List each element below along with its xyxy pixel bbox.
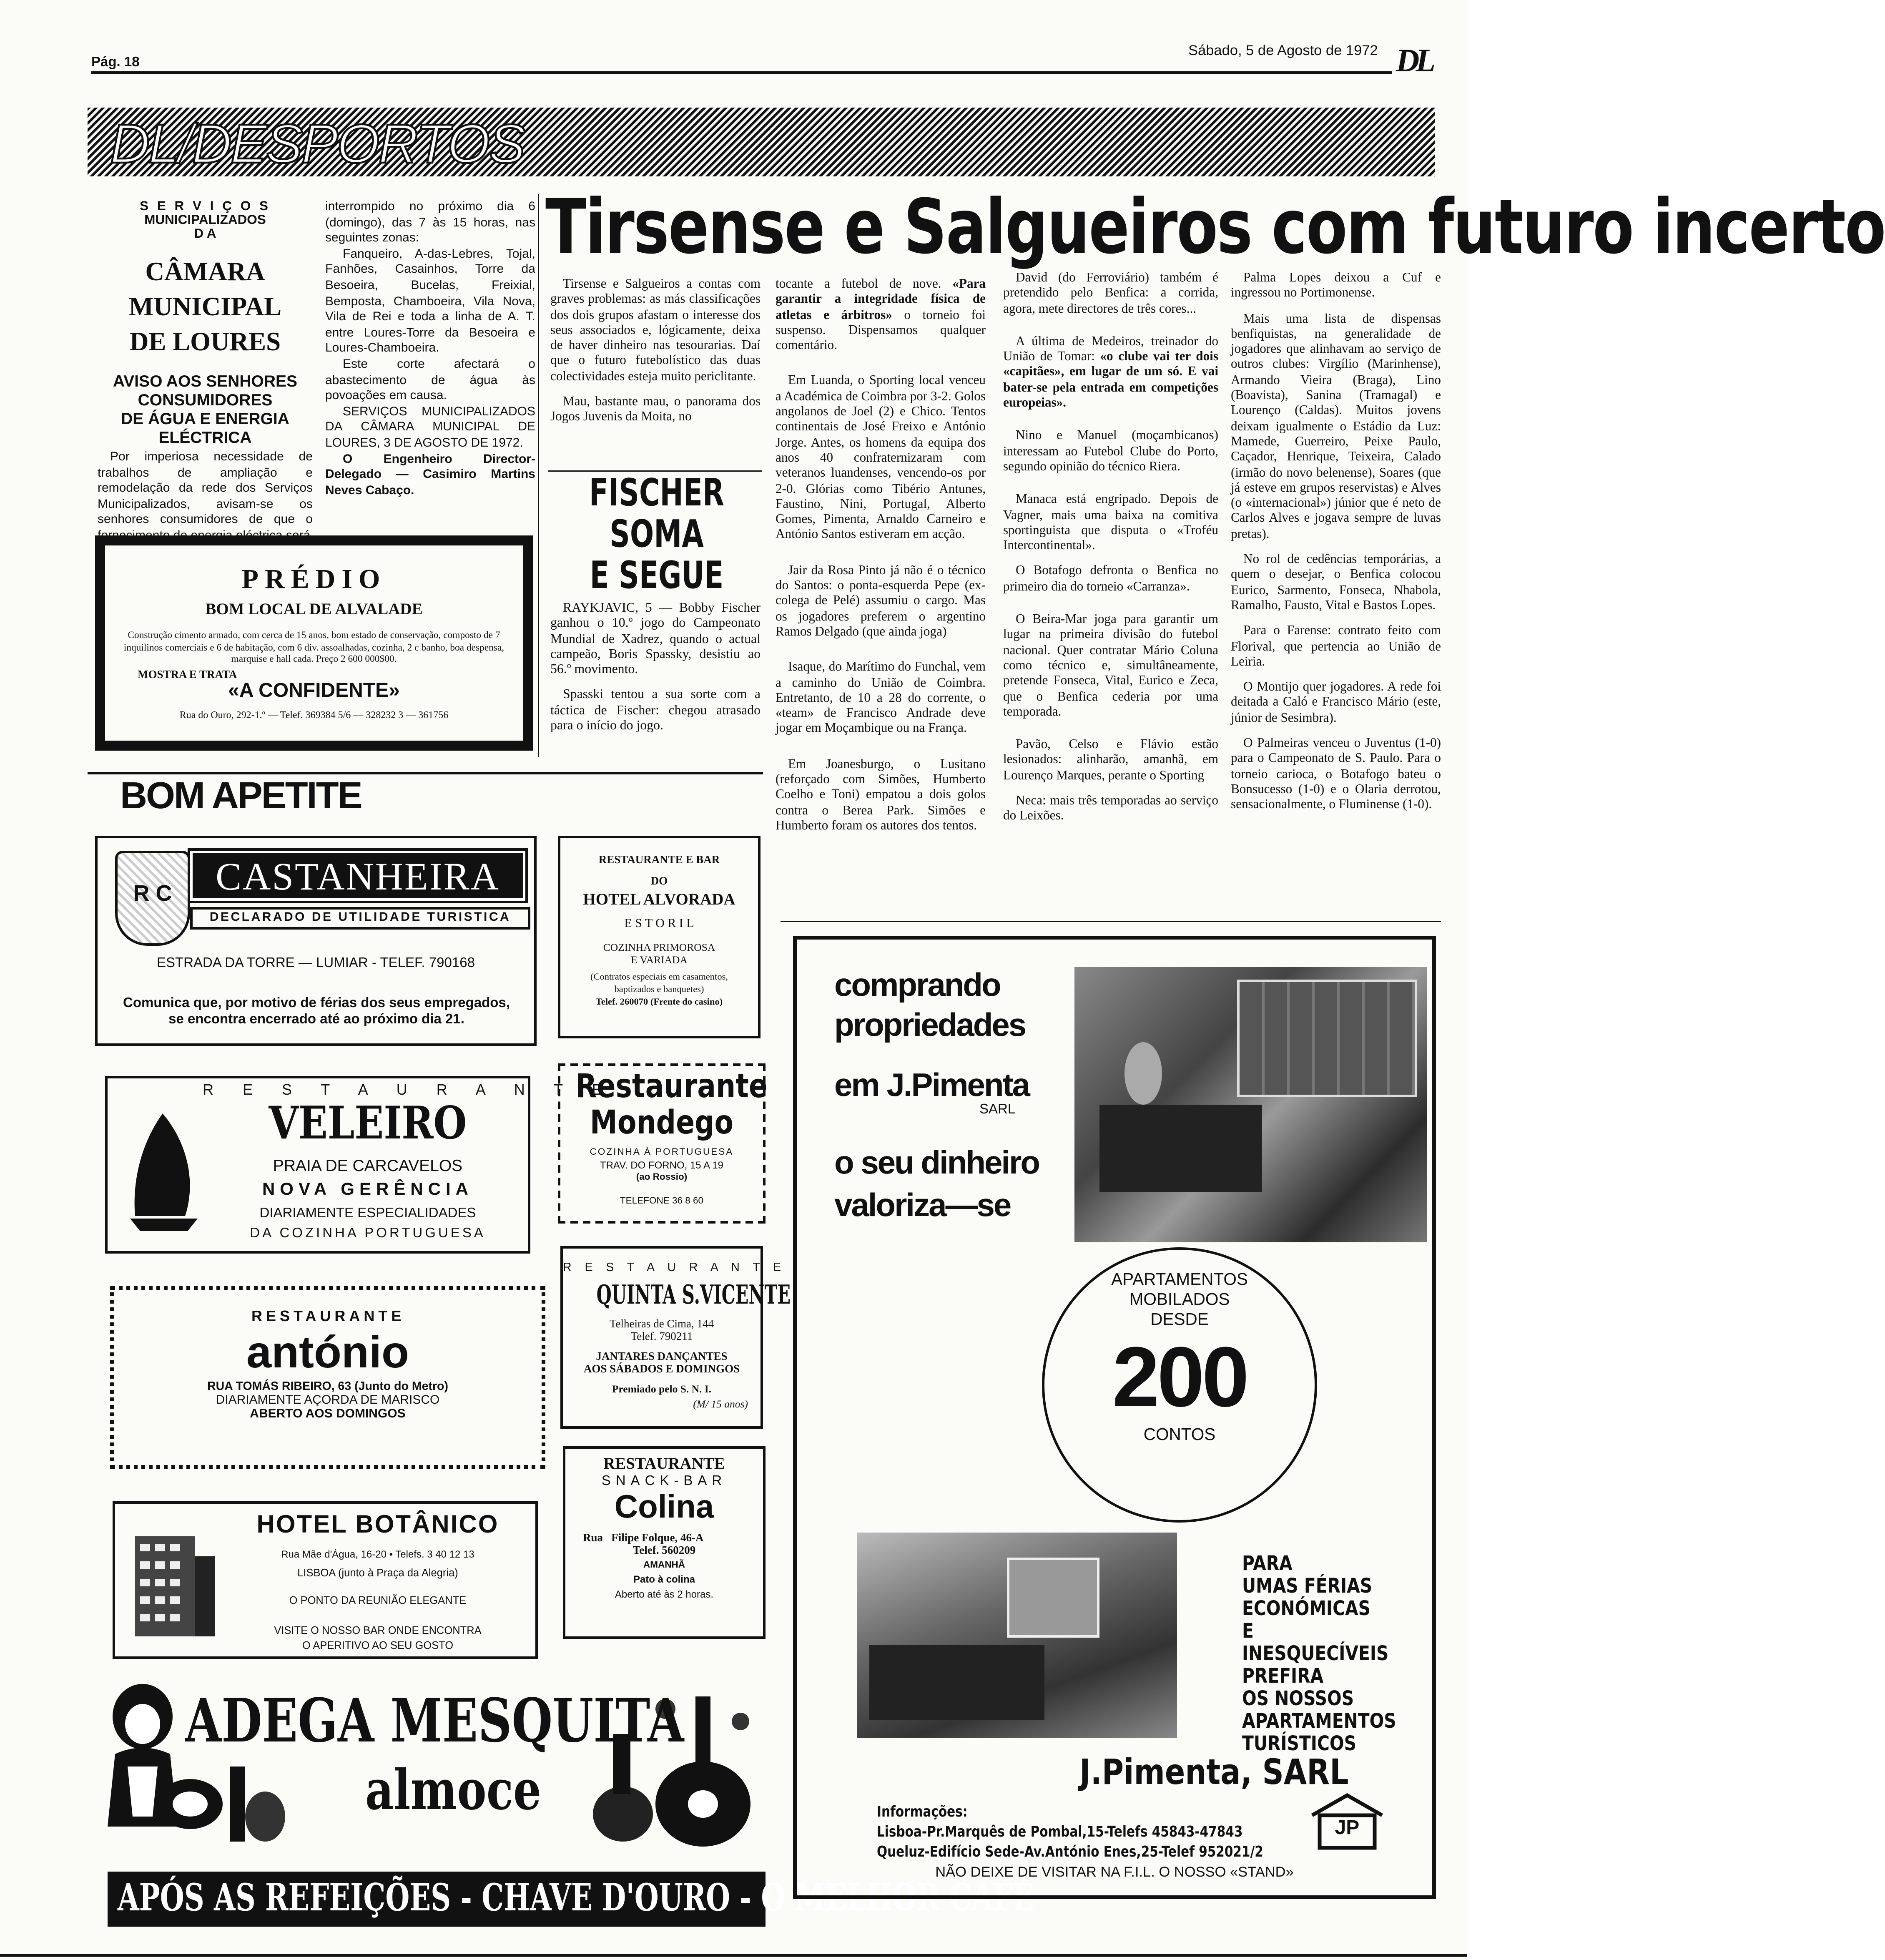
notice-body-col2	[325, 200, 535, 500]
pimenta-slogan-5: valoriza—se	[834, 1186, 1011, 1224]
castanheira-crest	[115, 851, 190, 946]
colina-name: Colina	[614, 1488, 714, 1525]
issue-date: Sábado, 5 de Agosto de 1972	[1188, 44, 1378, 59]
notice-body-4: Este corte afectará o abastecimento de água às povoações em causa.	[325, 357, 535, 403]
antonio-label: RESTAURANTE	[251, 1307, 405, 1325]
article-column-3	[1003, 271, 1218, 835]
offer-line: PARA	[1242, 1551, 1293, 1575]
offer-line: ECONÓMICAS	[1242, 1596, 1371, 1620]
pimenta-fil-note: NÃO DEIXE DE VISITAR NA F.I.L. O NOSSO «STAND»	[935, 1865, 1294, 1880]
article-paragraph: Em Luanda, o Sporting local venceu a Académica de Coimbra por 3-2. Golos angolanos de Joel (2) e Chico. Tentos continentais de José Freixo e António Jorge. Antes, os homens da equipa dos anos 40 confraternizaram com veteranos luandenses, vencendo-os por 2-0. Glórias como Tibério Antunes, Faustino, Nini, Portugal, Alberto Gomes, Pimenta, Arnaldo Carneiro e António Santos estiveram em acção.	[776, 374, 986, 543]
chess-headline-1: FISCHER	[589, 472, 724, 515]
alvorada-line: (Contratos especiais em casamentos, baptizados e banquetes)	[590, 971, 728, 995]
quinta-line: (M/ 15 anos)	[693, 1397, 748, 1410]
article-paragraph: Mais uma lista de dispensas benfiquistas, na generalidade de jogadores que alinhavam ao serviço de outros clubes: Virgílio (Marinhense), Armando Vieira (Braga), Lino (Boavista), Sanina (Tramagal) e Lourenço (Caldas). Muitos jovens deixam igualmente o Estádio da Luz: Mamede, Guerreiro, Peixe Paulo, Caçador, Henrique, Teixeira, Calado (irmão do novo belenense), Soares (que já esteve em grupos reservistas) e Alves (o «internacional») júnior que é neto de Carlos Alves e jogava sempre de luvas pretas).	[1231, 312, 1441, 542]
article-paragraph: Para o Farense: contrato feito com Florival, que pertencia ao União de Leiria.	[1231, 624, 1441, 669]
chess-item	[550, 473, 763, 735]
notice-body-3: Fanqueiro, A-das-Lebres, Tojal, Fanhões, Casainhos, Torre da Besoeira, Bucelas, Freixial, Bemposta, Chamboeira, Vila Nova, Vila de Rei e toda a linha de A. T. entre Loures-Torre da Besoeira e Loures-Chamboeira.	[325, 247, 535, 356]
quinta-line: Telheiras de Cima, 144	[609, 1317, 714, 1330]
pimenta-offer	[1242, 1553, 1430, 1755]
colina-line: AMANHÃ	[643, 1559, 685, 1570]
food-rule	[88, 772, 763, 774]
article-column-4	[1231, 271, 1441, 824]
mondego-name-1: Restaurante	[575, 1068, 768, 1106]
alvorada-line: E VARIADA	[631, 953, 688, 966]
colina-address	[565, 1531, 763, 1544]
veleiro-management: NOVA GERÊNCIA	[262, 1179, 474, 1199]
notice-line-2: MUNICIPALIZADOS	[144, 213, 266, 228]
main-headline: Tirsense e Salgueiros com futuro incerto	[545, 184, 1885, 271]
veleiro-ad	[105, 1076, 615, 1254]
colina-ad	[563, 1446, 766, 1639]
article-paragraph: Jair da Rosa Pinto já não é o técnico do Santos: o ponta-esquerda Pepe (ex-colega de Pelé) assumiu o cargo. Mas os jogadores preferem o argentino Ramos Delgado (que ainda joga)	[776, 564, 986, 639]
pimenta-address-1: Lisboa-Pr.Marquês de Pombal,15-Telefs 45843-47843	[877, 1823, 1243, 1840]
antonio-ad	[110, 1286, 545, 1469]
price-unit: CONTOS	[1143, 1425, 1216, 1444]
notice-aviso-2: CONSUMIDORES	[138, 390, 273, 409]
article-column-2	[776, 278, 986, 845]
adega-banner	[108, 1872, 1034, 1927]
pimenta-slogan-2: propriedades	[834, 1006, 1026, 1043]
price-label-3: DESDE	[1150, 1310, 1209, 1329]
furniture-shape	[869, 1645, 1044, 1720]
chess-paragraph: Spasski tentou a sua sorte com a táctica de Fischer: chegou atrasado para o início do jogo.	[550, 689, 761, 734]
article-paragraph: David (do Ferroviário) também é pretendido pelo Benfica: a corrida, agora, mete directores de três cores...	[1003, 271, 1218, 316]
notice-aviso-1: AVISO AOS SENHORES	[113, 372, 298, 390]
plant-shape	[1124, 1042, 1162, 1105]
price-value: 200	[1112, 1330, 1247, 1425]
offer-line: OS NOSSOS	[1242, 1686, 1354, 1710]
mondego-phone: TELEFONE 36 8 60	[620, 1195, 704, 1206]
notice-aviso-4: ELÉCTRICA	[158, 428, 252, 447]
pimenta-slogan-1: comprando	[834, 966, 1000, 1003]
offer-line: INESQUECÍVEIS	[1242, 1641, 1389, 1665]
botanico-city: LISBOA (junto à Praça da Alegria)	[297, 1566, 458, 1579]
veleiro-name: VELEIRO	[269, 1097, 467, 1150]
notice-aviso-3: DE ÁGUA E ENERGIA	[121, 409, 289, 428]
framed-picture-shape	[1007, 1558, 1099, 1638]
article-paragraph: Pavão, Celso e Flávio estão lesionados: alinharão, amanhã, em Lourenço Marques, perante o Sporting	[1003, 738, 1218, 783]
hotel-building-icon	[128, 1521, 220, 1641]
adega-subtitle: almoce	[365, 1759, 542, 1823]
article-paragraph: Nino e Manuel (moçambicanos) interessam ao Futebol Clube do Porto, segundo opinião do técnico Riera.	[1003, 430, 1218, 474]
sofa-shape	[1099, 1105, 1262, 1192]
notice-title-1: CÂMARA MUNICIPAL	[128, 256, 282, 322]
botanico-name: HOTEL BOTÂNICO	[256, 1511, 499, 1539]
castanheira-name: CASTANHEIRA	[190, 851, 525, 901]
article-text: tocante a futebol de nove.	[776, 278, 953, 291]
alvorada-city: E S T O R I L	[624, 917, 694, 931]
quinta-line: JANTARES DANÇANTES	[596, 1350, 728, 1362]
page-number: Pág. 18	[91, 55, 140, 70]
section-title: DL/DESPORTOS	[110, 114, 525, 175]
pimenta-ad	[793, 936, 1436, 1899]
castanheira-crest-letters: R C	[133, 881, 172, 906]
pimenta-logo	[1310, 1793, 1385, 1850]
notice-body-5: SERVIÇOS MUNICIPALIZADOS DA CÂMARA MUNICIPAL DE LOURES, 3 DE AGOSTO DE 1972.	[325, 405, 535, 450]
pimenta-slogan-3b: SARL	[979, 1102, 1016, 1117]
pimenta-logo-text: JP	[1335, 1818, 1360, 1839]
castanheira-address: ESTRADA DA TORRE — LUMIAR - TELEF. 790168	[156, 956, 475, 971]
pimenta-info-label: Informações:	[877, 1803, 968, 1820]
offer-line: TURÍSTICOS	[1242, 1731, 1356, 1755]
botanico-address: Rua Mãe d'Água, 16-20 • Telefs. 3 40 12 13	[281, 1549, 474, 1560]
colina-label: RESTAURANTE	[603, 1454, 725, 1473]
price-label-1: APARTAMENTOS	[1111, 1270, 1248, 1289]
article-paragraph: Tirsense e Salgueiros a contas com graves problemas: as más classificações dos dois grupos afastam o interesse dos seus associados e, lógicamente, deixa de haver dinheiro nas tesourarias. Daí que o futuro futebolístico das duas colectividades esteja muito periclitante.	[550, 278, 761, 384]
article-column-1	[550, 278, 761, 436]
quinta-ad	[560, 1246, 791, 1429]
article-text: o torneio foi suspenso. Dispensamos qualquer comentário.	[776, 308, 986, 353]
predio-body: Construção cimento armado, com cerca de 15 anos, bom estado de conservação, composto de 7 inquilinos comerciais e 6 de habitação, com 6 div. assoalhadas, cozinha, 2 c banho, boa despensa, marquise e hall cada. Preço 2 600 000$00.	[123, 629, 505, 664]
predio-ad	[95, 535, 533, 751]
notice-line-3: D A	[194, 226, 216, 241]
article-paragraph: Mau, bastante mau, o panorama dos Jogos Juvenis da Moita, no	[550, 395, 761, 425]
page-bottom-edge	[0, 1954, 1467, 1957]
apartment-photo-2	[857, 1533, 1177, 1738]
chess-headline-3: E SEGUE	[590, 554, 724, 598]
predio-mostra: MOSTRA E TRATA	[138, 667, 237, 680]
article-paragraph: Manaca está engripado. Depois de Vagner, mais uma baixa na comitiva sportinguista que disputa o «Troféu Intercontinental».	[1003, 493, 1218, 553]
mondego-line: COZINHA À PORTUGUESA	[590, 1146, 734, 1157]
chess-headline-2: SOMA	[610, 513, 704, 557]
bookshelf-shape	[1237, 980, 1417, 1097]
antonio-address: RUA TOMÁS RIBEIRO, 63 (Junto do Metro)	[207, 1380, 448, 1394]
colina-address-value: Filipe Folque, 46-A	[611, 1531, 704, 1544]
food-section-header: BOM APETITE	[120, 776, 361, 817]
article-paragraph	[1003, 335, 1218, 412]
article-paragraph	[776, 278, 986, 354]
article-paragraph: O Botafogo defronta o Benfica no primeiro dia do torneio «Carranza».	[1003, 565, 1218, 594]
predio-title: PRÉDIO	[241, 563, 387, 594]
botanico-line: VISITE O NOSSO BAR ONDE ENCONTRA	[274, 1624, 482, 1636]
offer-line: APARTAMENTOS	[1242, 1709, 1396, 1733]
article-end-rule	[781, 921, 1441, 922]
price-label-2: MOBILADOS	[1129, 1290, 1230, 1309]
article-text: A última de Medeiros, treinador do União de Tomar:	[1003, 335, 1218, 364]
masthead-rule	[91, 71, 1392, 74]
offer-line: PREFIRA	[1242, 1664, 1324, 1688]
botanico-line: O APERITIVO AO SEU GOSTO	[302, 1639, 454, 1651]
offer-line: E	[1242, 1619, 1254, 1643]
pimenta-company: J.Pimenta, SARL	[1079, 1751, 1349, 1793]
mondego-name-2: Mondego	[590, 1105, 734, 1142]
article-quote: «Para garantir a integridade física de atletas e árbitros»	[776, 278, 986, 322]
antonio-line: ABERTO AOS DOMINGOS	[250, 1407, 406, 1421]
offer-line: UMAS FÉRIAS	[1242, 1574, 1373, 1598]
notice-body-2: interrompido no próximo dia 6 (domingo), das 7 às 15 horas, nas seguintes zonas:	[325, 200, 535, 246]
mondego-line: TRAV. DO FORNO, 15 A 19	[600, 1160, 724, 1171]
alvorada-line: COZINHA PRIMOROSA	[603, 941, 715, 953]
predio-subtitle: BOM LOCAL DE ALVALADE	[205, 599, 423, 618]
antonio-name: antónio	[246, 1326, 409, 1377]
quinta-line: Premiado pelo S. N. I.	[612, 1382, 712, 1395]
botanico-line: O PONTO DA REUNIÃO ELEGANTE	[289, 1594, 467, 1606]
alvorada-line: DO	[650, 874, 668, 887]
article-paragraph: O Montijo quer jogadores. A rede foi deitada a Caló e Francisco Mário (este, júnior de Sesimbra).	[1231, 681, 1441, 726]
section-banner	[88, 108, 1435, 176]
notice-line-1: S E R V I Ç O S	[139, 199, 271, 214]
adega-name: ADEGA MESQUITA	[185, 1686, 684, 1756]
quinta-label: R E S T A U R A N T E	[563, 1261, 786, 1275]
mondego-line: (ao Rossio)	[636, 1171, 688, 1182]
predio-agency: «A CONFIDENTE»	[228, 680, 400, 701]
alvorada-line: RESTAURANTE E BAR	[598, 853, 720, 866]
predio-address: Rua do Ouro, 292-1.º — Telef. 369384 5/6 — 328232 3 — 361756	[179, 709, 449, 720]
article-paragraph: Neca: mais três temporadas ao serviço do Leixões.	[1003, 794, 1218, 824]
antonio-line: DIARIAMENTE AÇORDA DE MARISCO	[216, 1394, 440, 1407]
pimenta-address-2: Queluz-Edifício Sede-Av.António Enes,25-Telef 952021/2	[877, 1843, 1263, 1860]
article-paragraph: Palma Lopes deixou a Cuf e ingressou no Portimonense.	[1231, 271, 1441, 301]
sailboat-icon	[125, 1111, 205, 1236]
colina-line: Pato à colina	[633, 1574, 695, 1585]
food-illustration-icon	[153, 1754, 290, 1854]
chess-paragraph: RAYKJAVIC, 5 — Bobby Fischer ganhou o 10.º jogo do Campeonato Mundial de Xadrez, quando o actual campeão, Boris Spassky, desistiu ao 56.º movimento.	[550, 602, 761, 677]
quinta-name: QUINTA S.VICENTE	[596, 1279, 791, 1310]
colina-sublabel: SNACK-BAR	[601, 1474, 727, 1489]
notice-body-6: O Engenheiro Director-Delegado — Casimiro Martins Neves Cabaço.	[325, 452, 535, 498]
adega-banner-text: APÓS AS REFEIÇÕES - CHAVE D'OURO - O MELHOR CAFÉ	[118, 1877, 1034, 1920]
quinta-line: AOS SÁBADOS E DOMINGOS	[583, 1362, 740, 1375]
masthead-logo: DL	[1396, 43, 1432, 79]
pimenta-slogan-3: em J.Pimenta	[834, 1066, 1029, 1103]
article-paragraph: O Beira-Mar joga para garantir um lugar na primeira divisão do futebol nacional. Quer contratar Mário Coluna como técnico e, simultâneamente, pretende Fonseca, Vital, Eurico e Zeca, que o Benfica cederia por uma temporada.	[1003, 613, 1218, 719]
article-paragraph: No rol de cedências temporárias, a quem o desejar, o Benfica colocou Eurico, Sarmento, Fonseca, Nhabola, Ramalho, Fausto, Vital e Bastos Lopes.	[1231, 553, 1441, 613]
price-circle	[1042, 1247, 1317, 1523]
alvorada-phone: Telef. 260070 (Frente do casino)	[595, 996, 723, 1007]
veleiro-cuisine: DA COZINHA PORTUGUESA	[250, 1226, 486, 1241]
notice-body-1: Por imperiosa necessidade de trabalhos de ampliação e remodelação da rede dos Serviços Municipalizados, avisam-se os senhores consumidores de que o fornecimento de energia eléctrica será	[98, 450, 313, 543]
colina-address-label: Rua	[583, 1531, 603, 1544]
botanico-ad	[113, 1501, 538, 1659]
notice-title-2: DE LOURES	[129, 327, 281, 357]
pimenta-slogan-4: o seu dinheiro	[834, 1143, 1039, 1181]
alvorada-ad	[558, 836, 761, 1038]
veleiro-label: R E S T A U R A N T E	[203, 1081, 615, 1098]
alvorada-name: HOTEL ALVORADA	[583, 890, 735, 908]
castanheira-tag: DECLARADO DE UTILIDADE TURISTICA	[190, 907, 530, 930]
castanheira-notice: Comunica que, por motivo de férias dos seus empregados, se encontra encerrado até ao próximo dia 21.	[123, 996, 510, 1027]
veleiro-daily: DIARIAMENTE ESPECIALIDADES	[259, 1206, 476, 1221]
mondego-ad	[558, 1063, 766, 1224]
apartment-photo-1	[1074, 967, 1427, 1242]
article-paragraph: O Palmeiras venceu o Juventus (1-0) para o Campeonato de S. Paulo. Para o torneio carioca, o Botafogo bateu o Bonsucesso (1-0) e o Olaria derrotou, sensacionalmente, o Fluminense (1-0).	[1231, 737, 1441, 812]
column-rule	[538, 194, 539, 757]
colina-line: Aberto até às 2 horas.	[615, 1589, 714, 1600]
castanheira-ad	[95, 836, 537, 1046]
article-paragraph: Em Joanesburgo, o Lusitano (reforçado com Simões, Humberto Coelho e Toni) empatou a dois golos contra o Berea Park. Simões e Humberto foram os autores dos tentos.	[776, 758, 986, 833]
veleiro-place: PRAIA DE CARCAVELOS	[273, 1156, 463, 1175]
colina-phone: Telef. 560209	[633, 1544, 696, 1556]
municipal-notice	[98, 200, 313, 545]
article-quote: «o clube vai ter dois «capitães», em lugar de um só. E vai bater-se pela entrada em competições europeias».	[1003, 350, 1218, 411]
article-paragraph: Isaque, do Marítimo do Funchal, vem a caminho do União de Coimbra. Entretanto, de 10 a 28 do corrente, o «team» de Francisco Andrade deve jogar em Moçambique ou na França.	[776, 661, 986, 736]
quinta-line: Telef. 790211	[630, 1330, 693, 1342]
